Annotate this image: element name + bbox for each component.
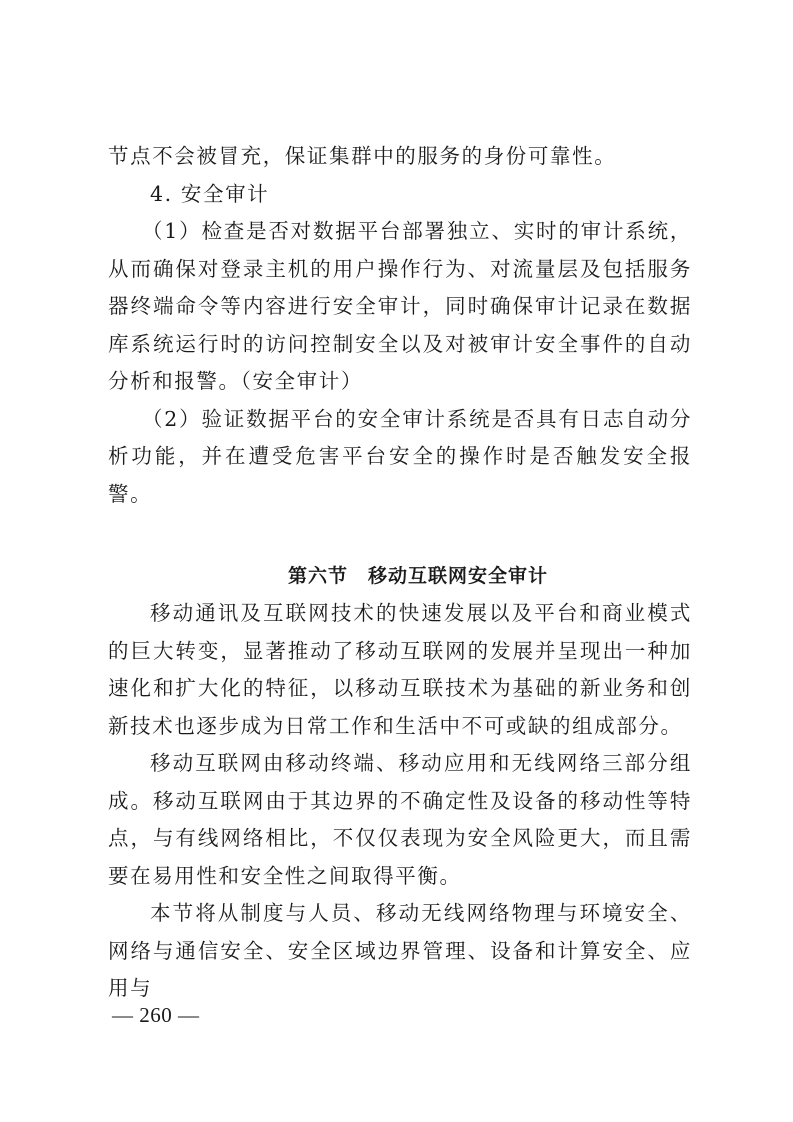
subsection-heading: 4. 安全审计 (150, 181, 270, 206)
paragraph-components: 移动互联网由移动终端、移动应用和无线网络三部分组成。移动互联网由于其边界的不确定性及设备的移动性等特点，与有线网络相比，不仅仅表现为安全风险更大，而且需要在易用性和安全性之间取得平衡。 (108, 751, 692, 888)
section-heading: 第六节 移动互联网安全审计 (287, 565, 548, 587)
page-body (108, 138, 692, 1008)
paragraph-continuation: 节点不会被冒充，保证集群中的服务的身份可靠性。 (108, 144, 617, 168)
paragraph-audit-item-1: （1）检查是否对数据平台部署独立、实时的审计系统，从而确保对登录主机的用户操作行为、对流量层及包括服务器终端命令等内容进行安全审计，同时确保审计记录在数据库系统运行时的访问控制安全以及对被审计安全事件的自动分析和报警。（安全审计） (108, 219, 692, 393)
paragraph-intro: 移动通讯及互联网技术的快速发展以及平台和商业模式的巨大转变，显著推动了移动互联网的发展并呈现出一种加速化和扩大化的特征，以移动互联技术为基础的新业务和创新技术也逐步成为日常工作和生活中不可或缺的组成部分。 (108, 601, 692, 738)
paragraph-audit-item-2: （2）验证数据平台的安全审计系统是否具有日志自动分析功能，并在遭受危害平台安全的操作时是否触发安全报警。 (108, 406, 692, 506)
paragraph-scope: 本节将从制度与人员、移动无线网络物理与环境安全、网络与通信安全、安全区域边界管理、设备和计算安全、应用与 (108, 901, 692, 1000)
page-number: — 260 — (112, 1003, 200, 1027)
